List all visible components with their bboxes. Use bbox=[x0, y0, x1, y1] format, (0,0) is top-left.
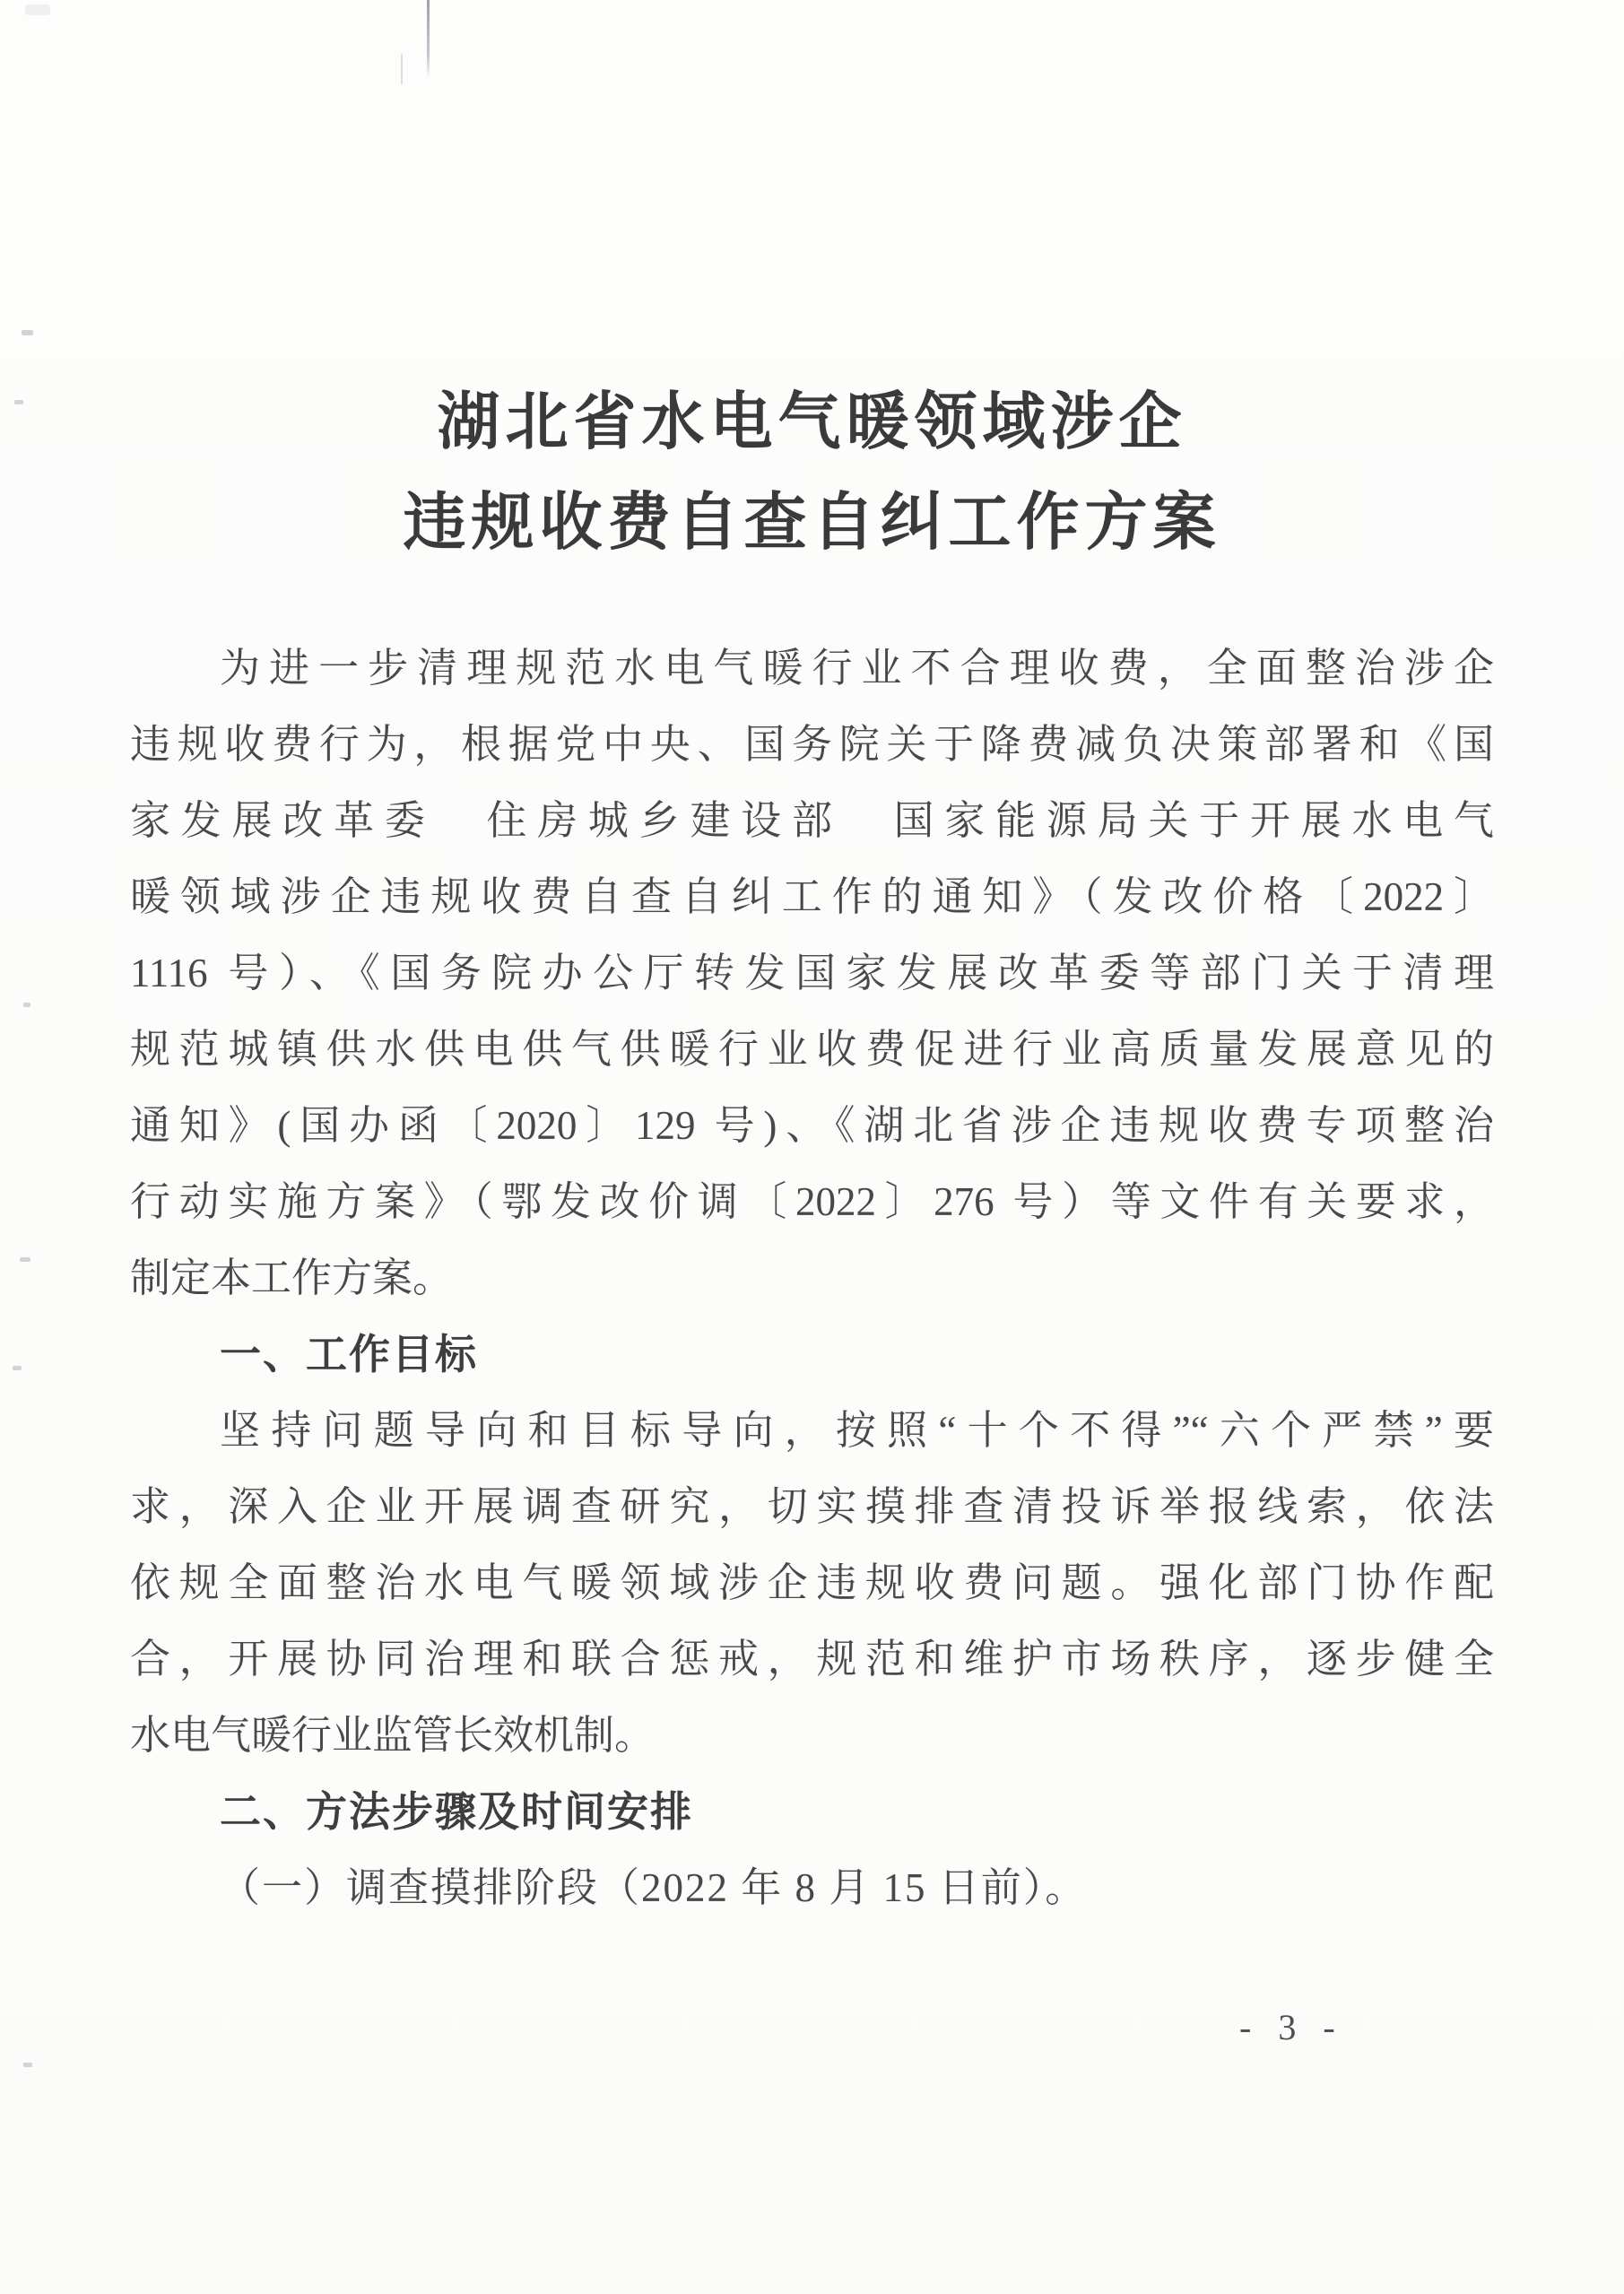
section-heading-2: 二、方法步骤及时间安排 bbox=[220, 1788, 693, 1835]
paragraph-line: 为进一步清理规范水电气暖行业不合理收费，全面整治涉企 bbox=[220, 646, 1494, 691]
document-title bbox=[130, 371, 1494, 572]
paragraph-line: 水电气暖行业监管长效机制。 bbox=[130, 1713, 656, 1758]
title-line-1: 湖北省水电气暖领域涉企 bbox=[437, 384, 1187, 458]
scan-artifact-vertical-line bbox=[427, 0, 430, 79]
paragraph-line: 暖领域涉企违规收费自查自纠工作的通知》（发改价格〔2022〕 bbox=[130, 874, 1494, 919]
scan-artifact-vertical-line-2 bbox=[401, 54, 403, 84]
paragraph-line: 1116 号）、《国务院办公厅转发国家发展改革委等部门关于清理 bbox=[130, 951, 1494, 995]
paragraph-line: 违规收费行为，根据党中央、国务院关于降费减负决策部署和《国 bbox=[130, 722, 1494, 767]
document-body bbox=[130, 630, 1494, 1926]
scan-smudge bbox=[25, 4, 50, 15]
paragraph-line: 家发展改革委 住房城乡建设部 国家能源局关于开展水电气 bbox=[130, 798, 1494, 843]
paragraph-line: 通知》(国办函〔2020〕129 号)、《湖北省涉企违规收费专项整治 bbox=[130, 1103, 1494, 1148]
scan-speck bbox=[23, 2063, 32, 2067]
scan-speck bbox=[14, 400, 23, 404]
scan-speck bbox=[22, 330, 33, 335]
scan-speck bbox=[20, 1257, 30, 1262]
paragraph-line: 依规全面整治水电气暖领域涉企违规收费问题。强化部门协作配 bbox=[130, 1560, 1494, 1605]
paragraph-line: 行动实施方案》（鄂发改价调〔2022〕276 号）等文件有关要求， bbox=[130, 1179, 1494, 1224]
paragraph-line: 制定本工作方案。 bbox=[130, 1256, 454, 1300]
scan-speck bbox=[13, 1366, 22, 1370]
paragraph-line: 合，开展协同治理和联合惩戒，规范和维护市场秩序，逐步健全 bbox=[130, 1637, 1494, 1681]
paragraph-line: 坚持问题导向和目标导向，按照“十个不得”“六个严禁”要 bbox=[220, 1408, 1494, 1453]
stage-line: （一）调查摸排阶段（2022 年 8 月 15 日前）。 bbox=[220, 1865, 1088, 1910]
page-number: - 3 - bbox=[1239, 2007, 1344, 2047]
title-line-2: 违规收费自查自纠工作方案 bbox=[403, 484, 1221, 559]
section-heading-1: 一、工作目标 bbox=[220, 1331, 478, 1377]
paragraph-line: 求，深入企业开展调查研究，切实摸排查清投诉举报线索，依法 bbox=[130, 1484, 1494, 1529]
paragraph-line: 规范城镇供水供电供气供暖行业收费促进行业高质量发展意见的 bbox=[130, 1027, 1494, 1072]
scan-speck bbox=[23, 1003, 30, 1007]
